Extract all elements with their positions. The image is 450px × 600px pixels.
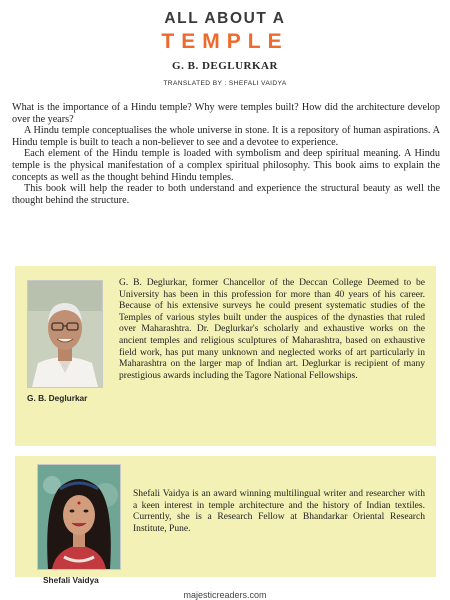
book-blurb (12, 102, 440, 206)
author-bio-text: G. B. Deglurkar, former Chancellor of the Deccan College Deemed to be University has been in this profession for more than 40 years of his career. Because of his extensive surveys he could present systematic studies of the Temples of various styles built under the auspices of the dynasties that ruled over Maharashtra. Dr. Deglurkar's scholarly and exhaustive works on the ancient temples and religious sculptures of Maharashtra, based on exhaustive field work, has put many unknown and neglected works of art particularly in Maharashtra on the larger map of Indian art. Deglurkar is recipient of many prestigious awards including the Tagore National Fellowships. (119, 277, 425, 381)
website-url: majesticreaders.com (183, 590, 267, 600)
translator-bio-text: Shefali Vaidya is an award winning multilingual writer and researcher with a keen interest in temple architecture and the history of Indian textiles. Currently, she is a Research Fellow at Bhandarkar Oriental Research Institute, Pune. (133, 488, 425, 534)
author-photo-caption: G. B. Deglurkar (27, 393, 88, 403)
blurb-paragraph: Each element of the Hindu temple is loaded with symbolism and deep spiritual meaning. A Hindu temple is the physical manifestation of a complex spiritual philosophy. This book aims to explain the concepts as well as the thought behind Hindu temples. (12, 148, 440, 183)
author-photo (27, 280, 103, 388)
translator-photo-caption: Shefali Vaidya (43, 575, 99, 585)
title-line-1: ALL ABOUT A (164, 10, 286, 27)
blurb-paragraph: What is the importance of a Hindu temple? Why were temples built? How did the architecture develop over the years? (12, 102, 440, 125)
title-line-2: TEMPLE (161, 30, 289, 53)
author-name: G. B. DEGLURKAR (172, 60, 278, 72)
translator-photo (37, 464, 121, 570)
translator-credit: TRANSLATED BY : SHEFALI VAIDYA (163, 80, 287, 87)
author-bio-box (15, 266, 436, 446)
blurb-paragraph: This book will help the reader to both understand and experience the structural beauty as well the thought behind the structure. (12, 183, 440, 206)
blurb-paragraph: A Hindu temple conceptualises the whole universe in stone. It is a repository of human aspirations. A Hindu temple is built to teach a non-believer to see and a devotee to experience. (12, 125, 440, 148)
translator-bio-box (15, 456, 436, 585)
